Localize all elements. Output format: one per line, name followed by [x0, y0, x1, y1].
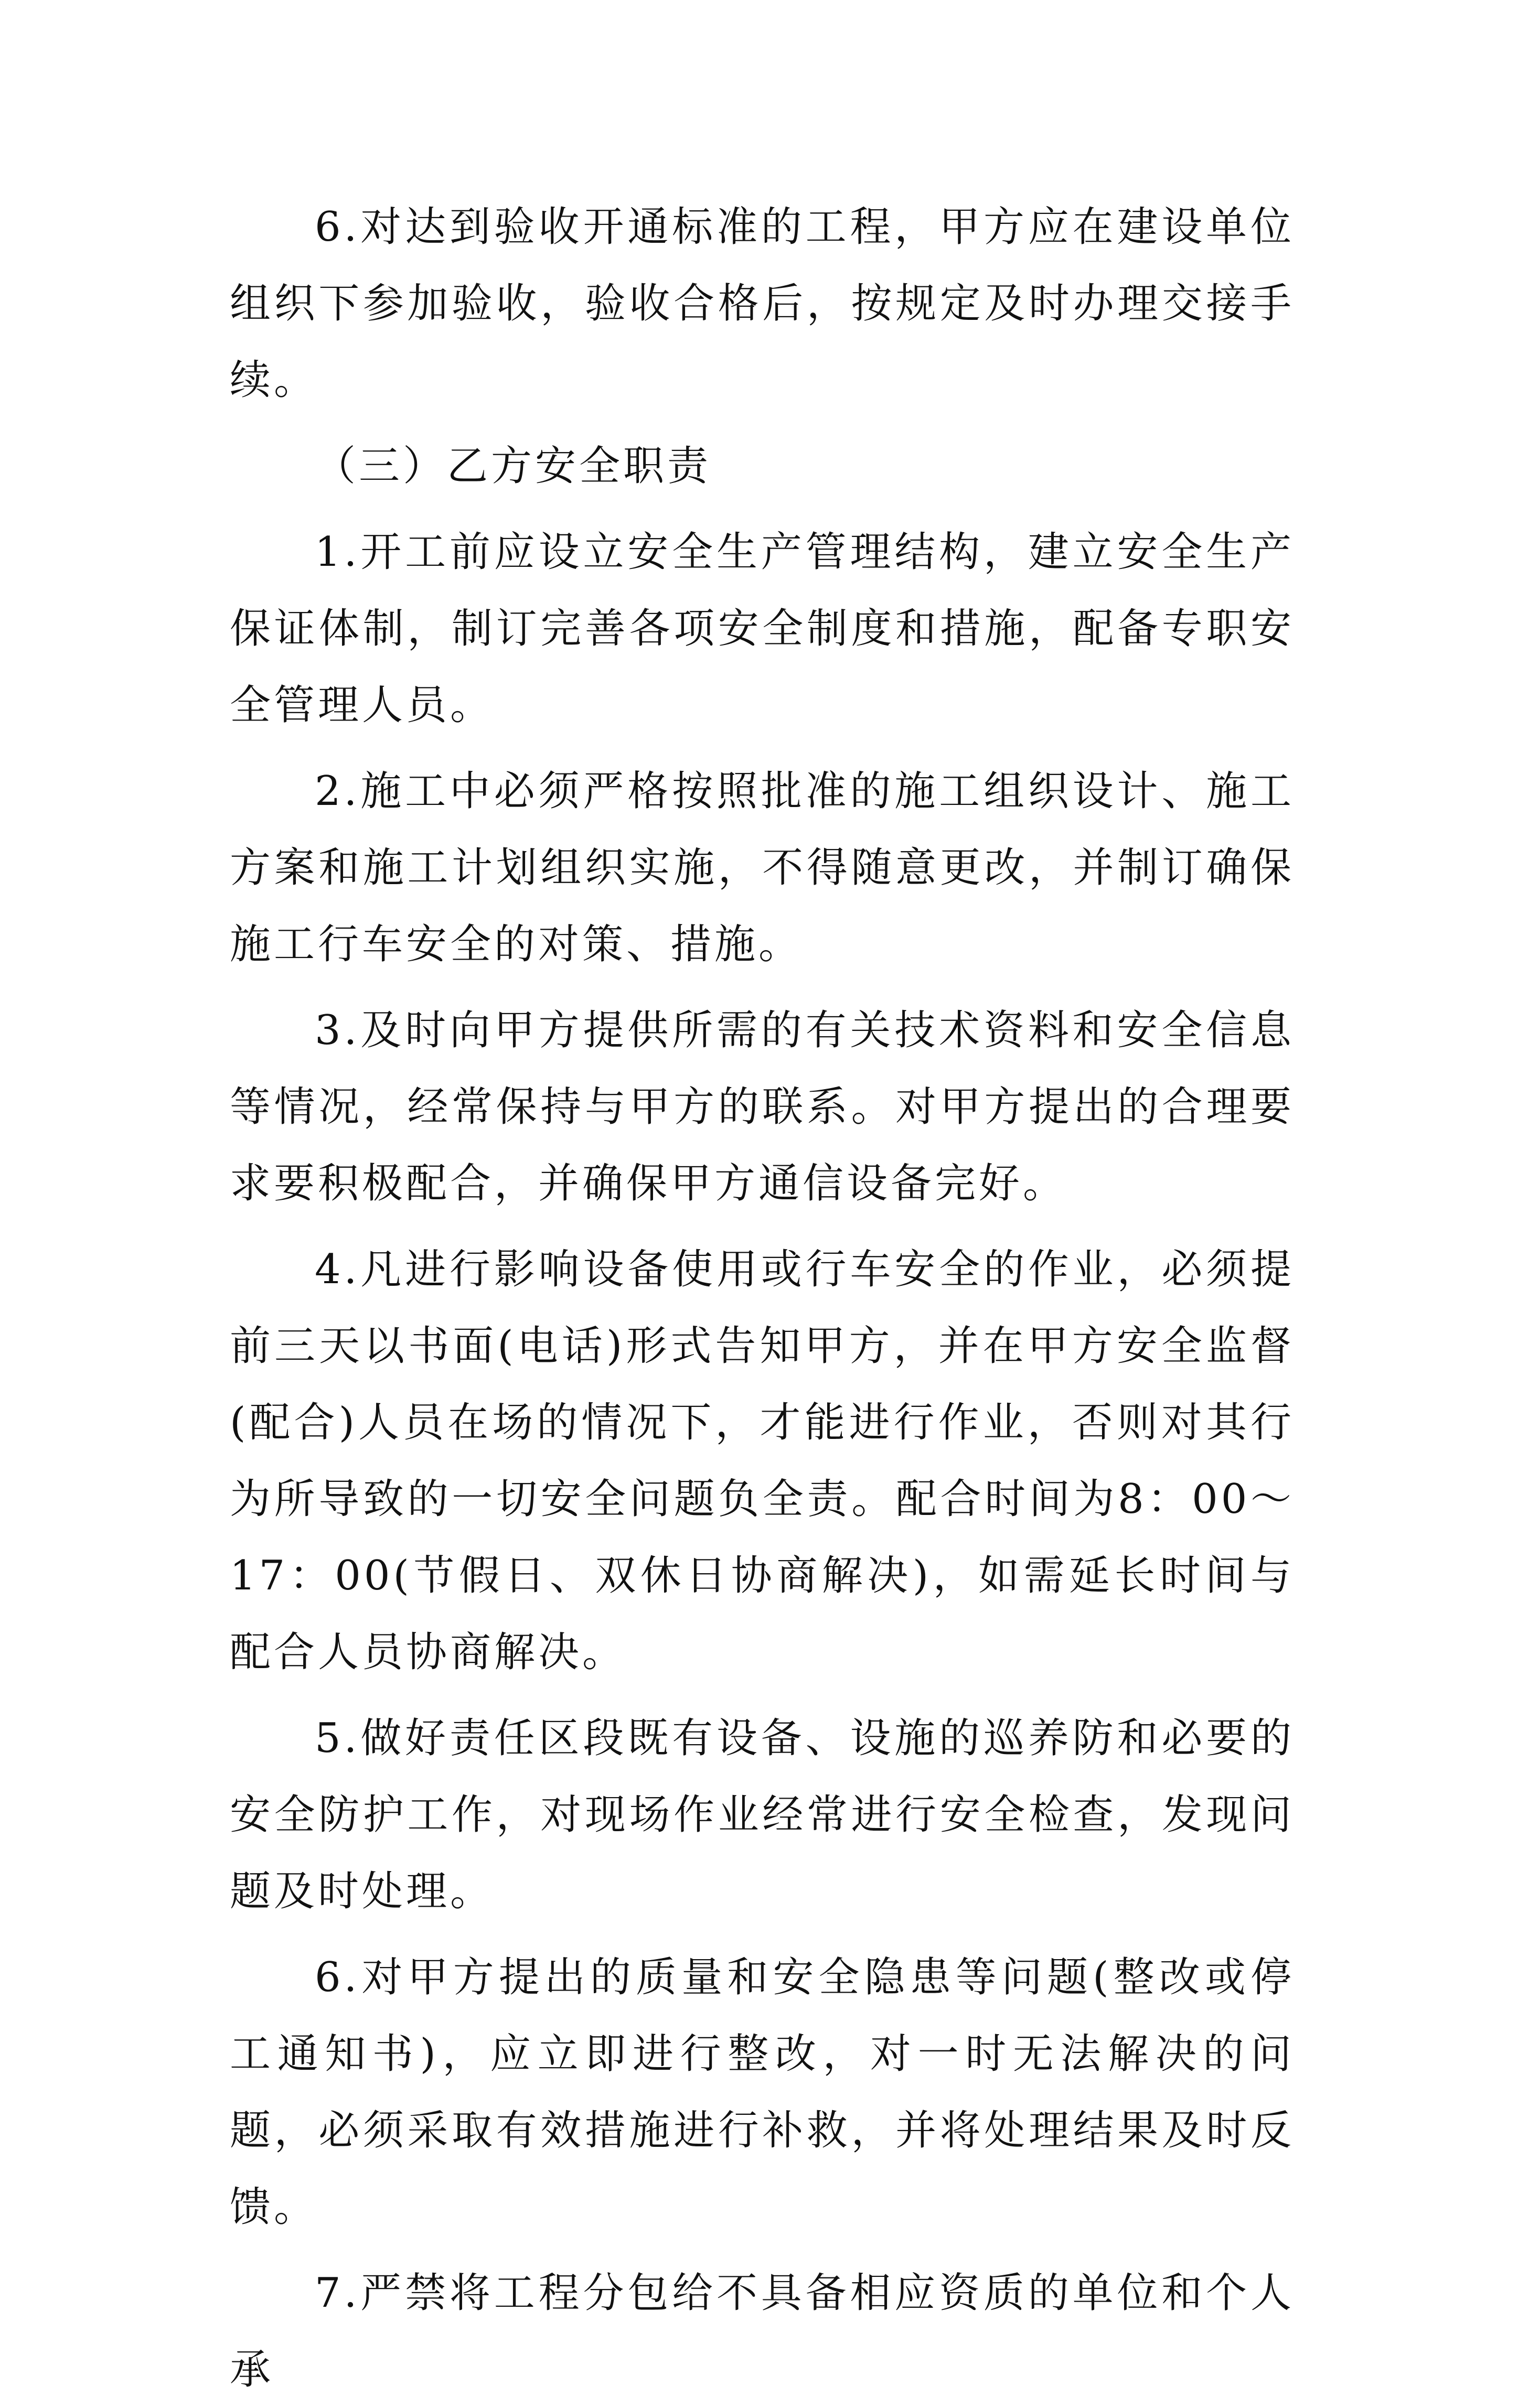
paragraph-gap: [230, 983, 1295, 992]
paragraph-gap: [230, 504, 1295, 514]
paragraph-gap: [230, 744, 1295, 753]
paragraph-item-4: 4.凡进行影响设备使用或行车安全的作业，必须提前三天以书面(电话)形式告知甲方，并在甲方安全监督(配合)人员在场的情况下，才能进行作业，否则对其行为所导致的一切安全问题负全责。配合时间为8：00～17：00(节假日、双休日协商解决)，如需延长时间与配合人员协商解决。: [230, 1246, 1295, 1676]
paragraph-gap: [230, 1930, 1295, 1939]
paragraph-gap: [230, 1222, 1295, 1231]
paragraph-gap: [230, 418, 1295, 428]
paragraph-item-6-acceptance: 6.对达到验收开通标准的工程，甲方应在建设单位组织下参加验收，验收合格后，按规定及时办理交接手续。: [230, 203, 1295, 404]
paragraph-item-6: 6.对甲方提出的质量和安全隐患等问题(整改或停工通知书)，应立即进行整改，对一时无法解决的问题，必须采取有效措施进行补救，并将处理结果及时反馈。: [230, 1954, 1295, 2231]
section-heading-party-b-safety: （三）乙方安全职责: [315, 443, 712, 490]
paragraph-item-1: 1.开工前应设立安全生产管理结构，建立安全生产保证体制，制订完善各项安全制度和措施，配备专职安全管理人员。: [230, 529, 1295, 729]
paragraph-gap: [230, 1691, 1295, 1700]
paragraph-item-7: 7.严禁将工程分包给不具备相应资质的单位和个人承: [230, 2270, 1295, 2393]
document-body: [230, 189, 1295, 2408]
paragraph-item-5: 5.做好责任区段既有设备、设施的巡养防和必要的安全防护工作，对现场作业经常进行安全检查，发现问题及时处理。: [230, 1715, 1295, 1915]
paragraph-item-2: 2.施工中必须严格按照批准的施工组织设计、施工方案和施工计划组织实施，不得随意更改，并制订确保施工行车安全的对策、措施。: [230, 768, 1295, 968]
paragraph-gap: [230, 2245, 1295, 2255]
paragraph-item-3: 3.及时向甲方提供所需的有关技术资料和安全信息等情况，经常保持与甲方的联系。对甲方提出的合理要求要积极配合，并确保甲方通信设备完好。: [230, 1007, 1295, 1207]
